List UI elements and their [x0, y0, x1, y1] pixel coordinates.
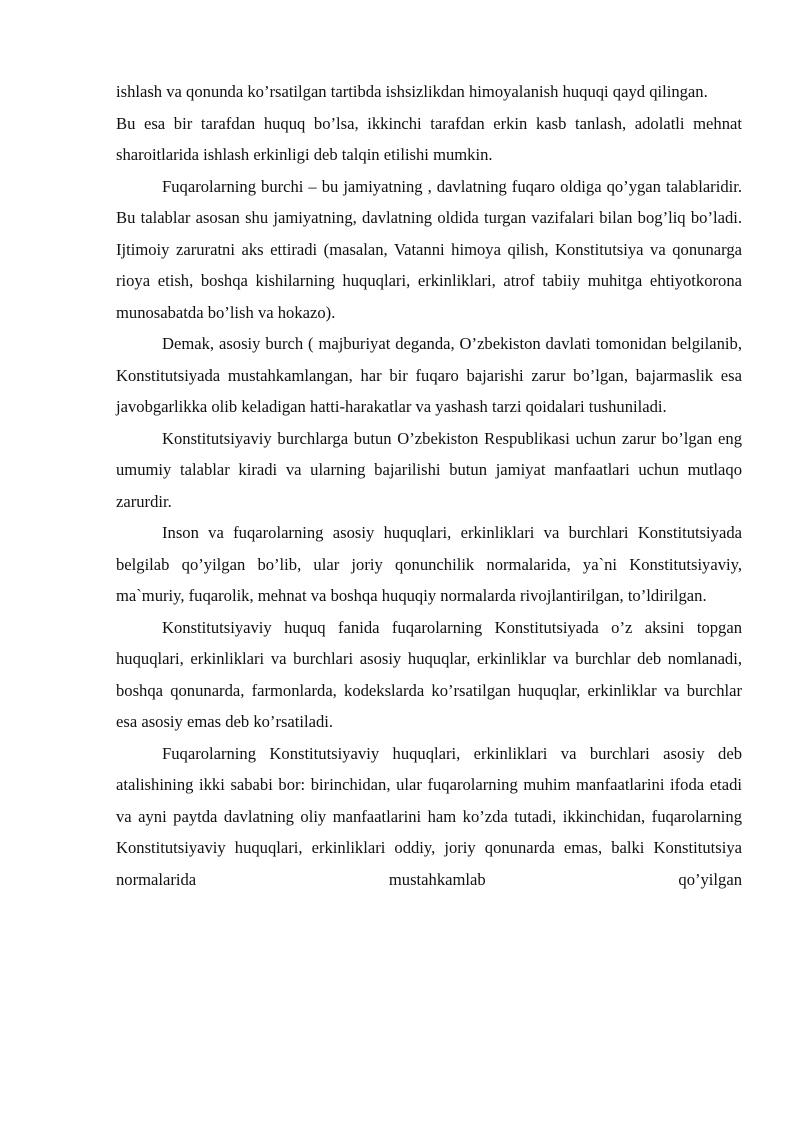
paragraph-fuqaro-burchi: Fuqarolarning burchi – bu jamiyatning , davlatning fuqaro oldiga qo’ygan talablaridir. Bu talablar asosan shu jamiyatning, davlatning oldida turgan vazifalari bilan bog’liq bo’ladi. Ijtimoiy zaruratni aks ettiradi (masalan, Vatanni himoya qilish, Konstitutsiya va qonunarga rioya etish, boshqa kishilarning huquqlari, erkinliklari, atrof tabiiy muhitga ehtiyotkorona munosabatda bo’lish va hokazo). — [116, 176, 742, 322]
paragraph-ikki-sabab: Fuqarolarning Konstitutsiyaviy huquqlari, erkinliklari va burchlari asosiy deb atalishining ikki sababi bor: birinchidan, ular fuqarolarning muhim manfaatlarini ifoda etadi va ayni paytda davlatning oliy manfaatlarini ham ko’zda tutadi, ikkinchidan, fuqarolarning Konstitutsiyaviy huquqlari, erkinliklari oddiy, joriy qonunarda emas, balki Konstitutsiya normalarida mustahkamlab qo’yilgan — [116, 743, 742, 889]
paragraph-huquq-erkinlik: Bu esa bir tarafdan huquq bo’lsa, ikkinchi tarafdan erkin kasb tanlash, adolatli mehnat sharoitlarida ishlash erkinligi deb talqin etilishi mumkin. — [116, 113, 742, 164]
paragraph-continuation: ishlash va qonunda ko’rsatilgan tartibda ishsizlikdan himoyalanish huquqi qayd qilingan. — [116, 82, 708, 101]
document-page — [116, 76, 742, 895]
paragraph-asosiy-huquqlar: Inson va fuqarolarning asosiy huquqlari, erkinliklari va burchlari Konstitutsiyada belgilab qo’yilgan bo’lib, ular joriy qonunchilik normalarida, ya`ni Konstitutsiyaviy, ma`muriy, fuqarolik, mehnat va boshqa huquqiy normalarda rivojlantirilgan, to’ldirilgan. — [116, 523, 742, 605]
paragraph-konstitutsiyaviy-burch: Konstitutsiyaviy burchlarga butun O’zbekiston Respublikasi uchun zarur bo’lgan eng umumiy talablar kiradi va ularning bajarilishi butun jamiyat manfaatlari uchun mutlaqo zarurdir. — [116, 428, 742, 511]
paragraph-huquq-fani: Konstitutsiyaviy huquq fanida fuqarolarning Konstitutsiyada o’z aksini topgan huquqlari, erkinliklari va burchlari asosiy huquqlar, erkinliklar va burchlar deb nomlanadi, boshqa qonunarda, farmonlarda, kodekslarda ko’rsatilgan huquqlar, erkinliklar va burchlar esa asosiy emas deb ko’rsatiladi. — [116, 617, 742, 731]
paragraph-asosiy-burch: Demak, asosiy burch ( majburiyat deganda, O’zbekiston davlati tomonidan belgilanib, Konstitutsiyada mustahkamlangan, har bir fuqaro bajarishi zarur bo’lgan, bajarmaslik esa javobgarlikka olib keladigan hatti-harakatlar va yashash tarzi qoidalari tushuniladi. — [116, 334, 742, 416]
